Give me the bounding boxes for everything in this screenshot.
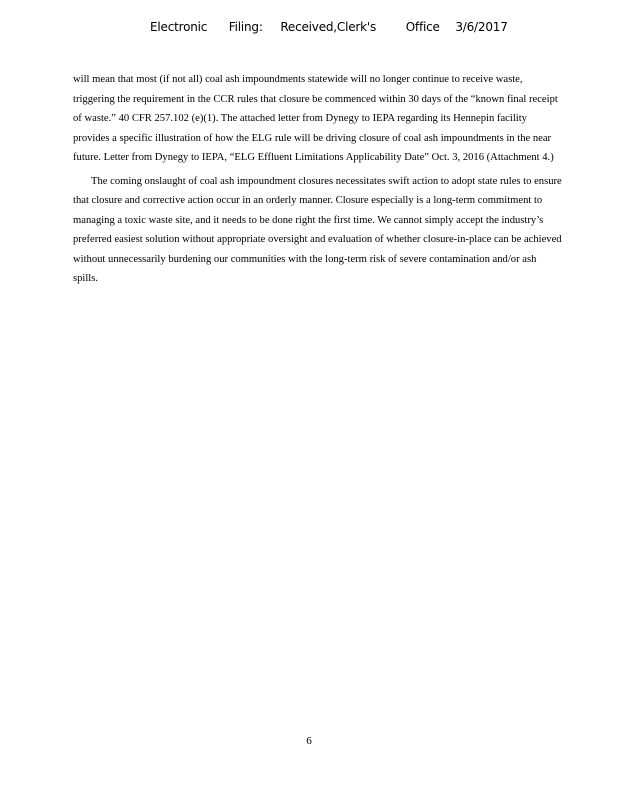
header-date: 3/6/2017: [455, 20, 508, 34]
page-number: 6: [306, 735, 312, 747]
document-body: [73, 70, 563, 289]
header-filing: Filing:: [228, 20, 263, 34]
body-paragraph-2: The coming onslaught of coal ash impoundment closures necessitates swift action to adopt state rules to ensure that closure and corrective action occur in an orderly manner. Closure especially is a long-term commitment to managing a toxic waste site, and it needs to be done right the first time. We cannot simply accept the industry’s preferred easiest solution without appropriate oversight and evaluation of whether closure-in-place can be achieved without unnecessarily burdening our communities with the long-term risk of severe contamination and/or ash spills.: [73, 175, 562, 284]
header-office: Office: [405, 20, 440, 34]
header-electronic: Electronic: [150, 20, 208, 34]
body-paragraph-1: will mean that most (if not all) coal ash impoundments statewide will no longer continue to receive waste, triggering the requirement in the CCR rules that closure be commenced within 30 days of the “known final receipt of waste.” 40 CFR 257.102 (e)(1). The attached letter from Dynegy to IEPA regarding its Hennepin facility provides a specific illustration of how the ELG rule will be driving closure of coal ash impoundments in the near future. Letter from Dynegy to IEPA, “ELG Effluent Limitations Applicability Date” Oct. 3, 2016 (Attachment 4.): [73, 74, 558, 163]
filing-stamp-header: [150, 20, 508, 34]
header-received: Received,Clerk's: [280, 20, 377, 34]
